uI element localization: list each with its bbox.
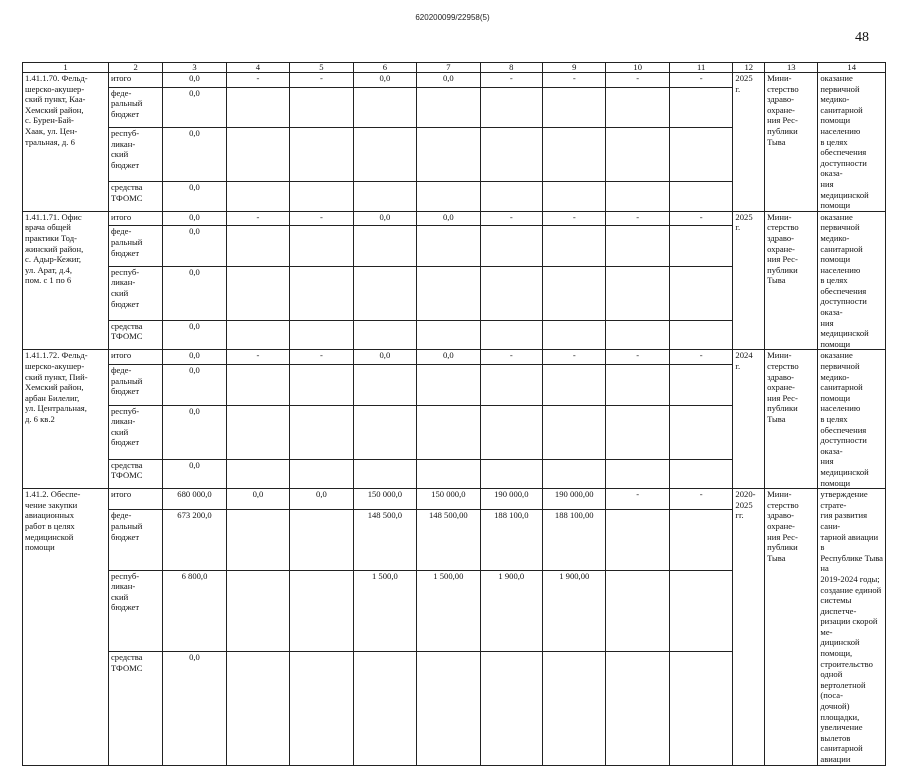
federal-value (417, 87, 480, 127)
tfoms-value (606, 320, 669, 350)
federal-value (480, 365, 542, 405)
funding-source-label: итого (108, 350, 162, 365)
republic-value: 6 800,0 (163, 570, 226, 652)
measure-name: 1.41.1.71. Офис врача общей практики Тод- жинский район, с. Адыр-Кежиг, ул. Арат, д.4, пом. с 1 по 6 (23, 211, 109, 350)
federal-value (480, 226, 542, 266)
tfoms-value (290, 182, 353, 212)
federal-value (353, 226, 416, 266)
federal-value (226, 87, 289, 127)
republic-value: 1 900,00 (543, 570, 606, 652)
total-value: 0,0 (353, 211, 416, 226)
funding-source-label: средства ТФОМС (108, 320, 162, 350)
tfoms-value (606, 459, 669, 489)
funding-source-label: респуб- ликан- ский бюджет (108, 405, 162, 459)
column-number: 5 (290, 63, 353, 73)
tfoms-value (353, 320, 416, 350)
republic-value: 0,0 (163, 405, 226, 459)
federal-value (543, 226, 606, 266)
republic-value: 1 900,0 (480, 570, 542, 652)
tfoms-value (606, 652, 669, 765)
funding-source-label: респуб- ликан- ский бюджет (108, 570, 162, 652)
funding-source-label: феде- ральный бюджет (108, 365, 162, 405)
column-number: 13 (765, 63, 818, 73)
total-value: - (669, 489, 732, 510)
tfoms-value (353, 459, 416, 489)
total-value: - (606, 350, 669, 365)
document-id: 620200099/22958(5) (415, 13, 490, 22)
funding-source-label: феде- ральный бюджет (108, 510, 162, 570)
republic-value (669, 405, 732, 459)
total-value: 0,0 (417, 211, 480, 226)
republic-value (606, 570, 669, 652)
column-number: 7 (417, 63, 480, 73)
tfoms-value: 0,0 (163, 320, 226, 350)
federal-value (606, 87, 669, 127)
federal-value (543, 365, 606, 405)
year-cell: 2025 г. (733, 211, 765, 350)
republic-value (417, 266, 480, 320)
total-value: 190 000,00 (543, 489, 606, 510)
column-number: 12 (733, 63, 765, 73)
total-value: 680 000,0 (163, 489, 226, 510)
republic-value (290, 405, 353, 459)
tfoms-value (353, 652, 416, 765)
federal-value: 0,0 (163, 226, 226, 266)
republic-value (290, 128, 353, 182)
federal-value (480, 87, 542, 127)
tfoms-value (543, 652, 606, 765)
federal-value (290, 87, 353, 127)
federal-value (417, 226, 480, 266)
tfoms-value (290, 652, 353, 765)
result-cell: оказание первичной медико-санитарной помощи населению в целях обеспечения доступности оказа- ния медицинской помощи (818, 350, 886, 489)
republic-value: 0,0 (163, 128, 226, 182)
measure-name: 1.41.1.70. Фельд- шерско-акушер- ский пункт, Каа- Хемский район, с. Бурен-Бай- Хаак, ул. Цен- тральная, д. 6 (23, 73, 109, 212)
tfoms-value: 0,0 (163, 652, 226, 765)
tfoms-value (480, 652, 542, 765)
total-value: - (669, 73, 732, 88)
tfoms-value (480, 182, 542, 212)
republic-value (226, 570, 289, 652)
tfoms-value (606, 182, 669, 212)
funding-source-label: феде- ральный бюджет (108, 87, 162, 127)
federal-value: 148 500,00 (417, 510, 480, 570)
republic-value (606, 266, 669, 320)
result-cell: утверждение страте- гия развития сани- тарной авиации в Республике Тыва на 2019-2024 годы; создание единой системы диспетче- ризации скорой ме- дицинской помощи, строительство одной вертолетной (поса- дочной) площадки, увеличение вылетов санитарной авиации (818, 489, 886, 765)
federal-value (606, 226, 669, 266)
year-cell: 2020- 2025 гг. (733, 489, 765, 765)
column-number: 14 (818, 63, 886, 73)
executor-cell: Мини- стерство здраво- охране- ния Рес- публики Тыва (765, 489, 818, 765)
tfoms-value (480, 320, 542, 350)
total-value: - (606, 211, 669, 226)
total-value: - (606, 489, 669, 510)
page-number: 48 (855, 30, 869, 45)
executor-cell: Мини- стерство здраво- охране- ния Рес- публики Тыва (765, 73, 818, 212)
tfoms-value: 0,0 (163, 182, 226, 212)
total-value: - (480, 211, 542, 226)
total-value: 0,0 (163, 350, 226, 365)
column-number-row (23, 63, 886, 73)
tfoms-value (543, 182, 606, 212)
column-number: 1 (23, 63, 109, 73)
total-value: - (480, 350, 542, 365)
republic-value (226, 128, 289, 182)
republic-value (417, 128, 480, 182)
funding-source-label: итого (108, 73, 162, 88)
federal-value (353, 87, 416, 127)
republic-value (606, 128, 669, 182)
federal-value (226, 365, 289, 405)
measure-name: 1.41.1.72. Фельд- шерско-акушер- ский пункт, Пий- Хемский район, арбан Билелиг, ул. Центральная, д. 6 кв.2 (23, 350, 109, 489)
funding-source-label: средства ТФОМС (108, 459, 162, 489)
total-value: 190 000,0 (480, 489, 542, 510)
total-value: - (290, 211, 353, 226)
federal-value (290, 365, 353, 405)
total-value: - (226, 211, 289, 226)
result-cell: оказание первичной медико-санитарной помощи населению в целях обеспечения доступности оказа- ния медицинской помощи (818, 211, 886, 350)
tfoms-value (417, 652, 480, 765)
federal-value (669, 510, 732, 570)
republic-value (417, 405, 480, 459)
federal-value (606, 510, 669, 570)
funding-source-label: респуб- ликан- ский бюджет (108, 266, 162, 320)
total-value: - (606, 73, 669, 88)
federal-value (669, 365, 732, 405)
year-cell: 2025 г. (733, 73, 765, 212)
total-value: 0,0 (353, 73, 416, 88)
republic-value (669, 128, 732, 182)
funding-source-label: средства ТФОМС (108, 652, 162, 765)
total-value: - (669, 350, 732, 365)
funding-source-label: средства ТФОМС (108, 182, 162, 212)
tfoms-value (480, 459, 542, 489)
tfoms-value (669, 652, 732, 765)
total-value: 0,0 (226, 489, 289, 510)
federal-value (290, 226, 353, 266)
federal-value: 0,0 (163, 365, 226, 405)
tfoms-value (290, 459, 353, 489)
program-table (22, 62, 886, 766)
tfoms-value (417, 182, 480, 212)
tfoms-value: 0,0 (163, 459, 226, 489)
republic-value (669, 570, 732, 652)
total-value: 0,0 (163, 211, 226, 226)
federal-value (417, 365, 480, 405)
total-value: - (543, 73, 606, 88)
republic-value: 1 500,0 (353, 570, 416, 652)
total-value: 0,0 (353, 350, 416, 365)
total-value: - (226, 350, 289, 365)
total-value: - (480, 73, 542, 88)
column-number: 10 (606, 63, 669, 73)
result-cell: оказание первичной медико-санитарной помощи населению в целях обеспечения доступности оказа- ния медицинской помощи (818, 73, 886, 212)
column-number: 4 (226, 63, 289, 73)
republic-value (480, 128, 542, 182)
total-value: 0,0 (290, 489, 353, 510)
federal-value: 0,0 (163, 87, 226, 127)
tfoms-value (353, 182, 416, 212)
tfoms-value (669, 182, 732, 212)
tfoms-value (226, 459, 289, 489)
tfoms-value (417, 320, 480, 350)
republic-value (290, 266, 353, 320)
republic-value (226, 266, 289, 320)
total-value: 0,0 (163, 73, 226, 88)
total-value: - (226, 73, 289, 88)
federal-value: 188 100,00 (543, 510, 606, 570)
total-value: 150 000,0 (353, 489, 416, 510)
federal-value (606, 365, 669, 405)
total-value: 150 000,0 (417, 489, 480, 510)
republic-value: 0,0 (163, 266, 226, 320)
republic-value (480, 405, 542, 459)
column-number: 8 (480, 63, 542, 73)
tfoms-value (543, 320, 606, 350)
republic-value (669, 266, 732, 320)
total-value: - (543, 350, 606, 365)
total-value: - (543, 211, 606, 226)
total-value: - (669, 211, 732, 226)
column-number: 2 (108, 63, 162, 73)
tfoms-value (226, 320, 289, 350)
table-row (23, 73, 886, 88)
column-number: 3 (163, 63, 226, 73)
federal-value (353, 365, 416, 405)
federal-value (669, 87, 732, 127)
republic-value (543, 128, 606, 182)
federal-value (226, 510, 289, 570)
tfoms-value (290, 320, 353, 350)
republic-value (480, 266, 542, 320)
federal-value (543, 87, 606, 127)
funding-source-label: феде- ральный бюджет (108, 226, 162, 266)
republic-value (290, 570, 353, 652)
funding-source-label: респуб- ликан- ский бюджет (108, 128, 162, 182)
year-cell: 2024 г. (733, 350, 765, 489)
federal-value: 188 100,0 (480, 510, 542, 570)
total-value: - (290, 350, 353, 365)
executor-cell: Мини- стерство здраво- охране- ния Рес- публики Тыва (765, 350, 818, 489)
funding-source-label: итого (108, 489, 162, 510)
tfoms-value (417, 459, 480, 489)
federal-value: 673 200,0 (163, 510, 226, 570)
federal-value (226, 226, 289, 266)
federal-value (669, 226, 732, 266)
republic-value: 1 500,00 (417, 570, 480, 652)
total-value: 0,0 (417, 350, 480, 365)
republic-value (543, 405, 606, 459)
republic-value (543, 266, 606, 320)
federal-value (290, 510, 353, 570)
measure-name: 1.41.2. Обеспе- чение закупки авиационных работ в целях медицинской помощи (23, 489, 109, 765)
republic-value (606, 405, 669, 459)
tfoms-value (669, 459, 732, 489)
republic-value (353, 405, 416, 459)
tfoms-value (669, 320, 732, 350)
republic-value (226, 405, 289, 459)
total-value: - (290, 73, 353, 88)
tfoms-value (543, 459, 606, 489)
tfoms-value (226, 652, 289, 765)
column-number: 9 (543, 63, 606, 73)
column-number: 11 (669, 63, 732, 73)
executor-cell: Мини- стерство здраво- охране- ния Рес- публики Тыва (765, 211, 818, 350)
funding-source-label: итого (108, 211, 162, 226)
total-value: 0,0 (417, 73, 480, 88)
republic-value (353, 128, 416, 182)
column-number: 6 (353, 63, 416, 73)
federal-value: 148 500,0 (353, 510, 416, 570)
table-row (23, 350, 886, 365)
table-row (23, 489, 886, 510)
republic-value (353, 266, 416, 320)
tfoms-value (226, 182, 289, 212)
table-row (23, 211, 886, 226)
